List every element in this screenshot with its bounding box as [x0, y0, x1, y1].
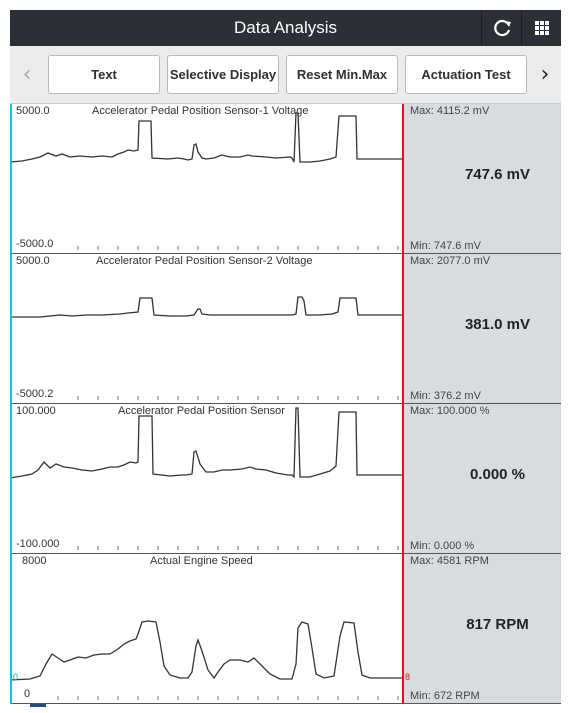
toolbar	[10, 46, 561, 104]
right-cursor-label: 8	[405, 672, 411, 682]
plot-area[interactable]	[10, 104, 404, 253]
plot-area[interactable]	[10, 404, 404, 553]
max-value: Max: 100.000 %	[410, 405, 490, 417]
next-arrow-icon[interactable]: ›	[540, 62, 550, 87]
value-side-panel	[404, 554, 561, 703]
min-value: Min: 672 RPM	[410, 690, 480, 702]
graph-panel-sensor-1[interactable]	[10, 104, 561, 254]
y-axis-min-label: -5000.2	[16, 388, 54, 400]
page-title: Data Analysis	[234, 18, 337, 37]
current-value: 0.000 %	[469, 466, 526, 483]
min-value: Min: 0.000 %	[410, 540, 475, 552]
min-value: Min: 747.6 mV	[410, 240, 481, 252]
panel-title: Accelerator Pedal Position Sensor-1 Voltage	[92, 105, 309, 117]
actuation-test-button[interactable]: Actuation Test	[405, 55, 527, 94]
left-cursor-label: 0	[13, 672, 19, 682]
y-axis-max-label: 100.000	[16, 405, 56, 417]
value-side-panel	[404, 404, 561, 553]
signal-trace	[10, 404, 404, 553]
value-side-panel	[404, 254, 561, 403]
prev-arrow-icon[interactable]: ‹	[22, 62, 32, 87]
refresh-button[interactable]	[481, 10, 521, 46]
reset-min-max-button[interactable]: Reset Min.Max	[286, 55, 398, 94]
y-axis-max-label: 8000	[22, 555, 47, 567]
panel-title: Actual Engine Speed	[150, 555, 253, 567]
left-cursor-line[interactable]	[10, 104, 12, 704]
grid-icon	[522, 10, 562, 46]
max-value: Max: 4581 RPM	[410, 555, 489, 567]
signal-trace	[10, 254, 404, 403]
refresh-icon	[482, 10, 522, 46]
y-axis-max-label: 5000.0	[16, 255, 50, 267]
header-bar	[10, 10, 561, 46]
selective-display-button[interactable]: Selective Display	[167, 55, 279, 94]
plot-area[interactable]	[10, 554, 404, 703]
graph-area	[10, 104, 561, 704]
scroll-indicator	[30, 704, 46, 707]
max-value: Max: 4115.2 mV	[410, 105, 490, 117]
panel-title: Accelerator Pedal Position Sensor-2 Voltage	[96, 255, 313, 267]
y-axis-min-label: -5000.0	[16, 238, 54, 250]
right-cursor-line[interactable]	[402, 104, 404, 704]
current-value: 747.6 mV	[464, 166, 531, 183]
max-value: Max: 2077.0 mV	[410, 255, 491, 267]
grid-menu-button[interactable]	[521, 10, 561, 46]
value-side-panel	[404, 104, 561, 253]
plot-area[interactable]	[10, 254, 404, 403]
current-value: 817 RPM	[466, 616, 529, 633]
panel-title: Accelerator Pedal Position Sensor	[118, 405, 285, 417]
y-axis-min-label: -100.000	[16, 538, 60, 550]
graph-panel-engine-speed[interactable]	[10, 554, 561, 704]
graph-panel-pedal-position[interactable]	[10, 404, 561, 554]
min-value: Min: 376.2 mV	[410, 390, 481, 402]
y-axis-min-label: 0	[24, 688, 31, 700]
graph-panel-sensor-2[interactable]	[10, 254, 561, 404]
y-axis-max-label: 5000.0	[16, 105, 50, 117]
signal-trace	[10, 104, 404, 253]
signal-trace	[10, 554, 404, 703]
current-value: 381.0 mV	[464, 316, 531, 333]
text-button[interactable]: Text	[48, 55, 160, 94]
